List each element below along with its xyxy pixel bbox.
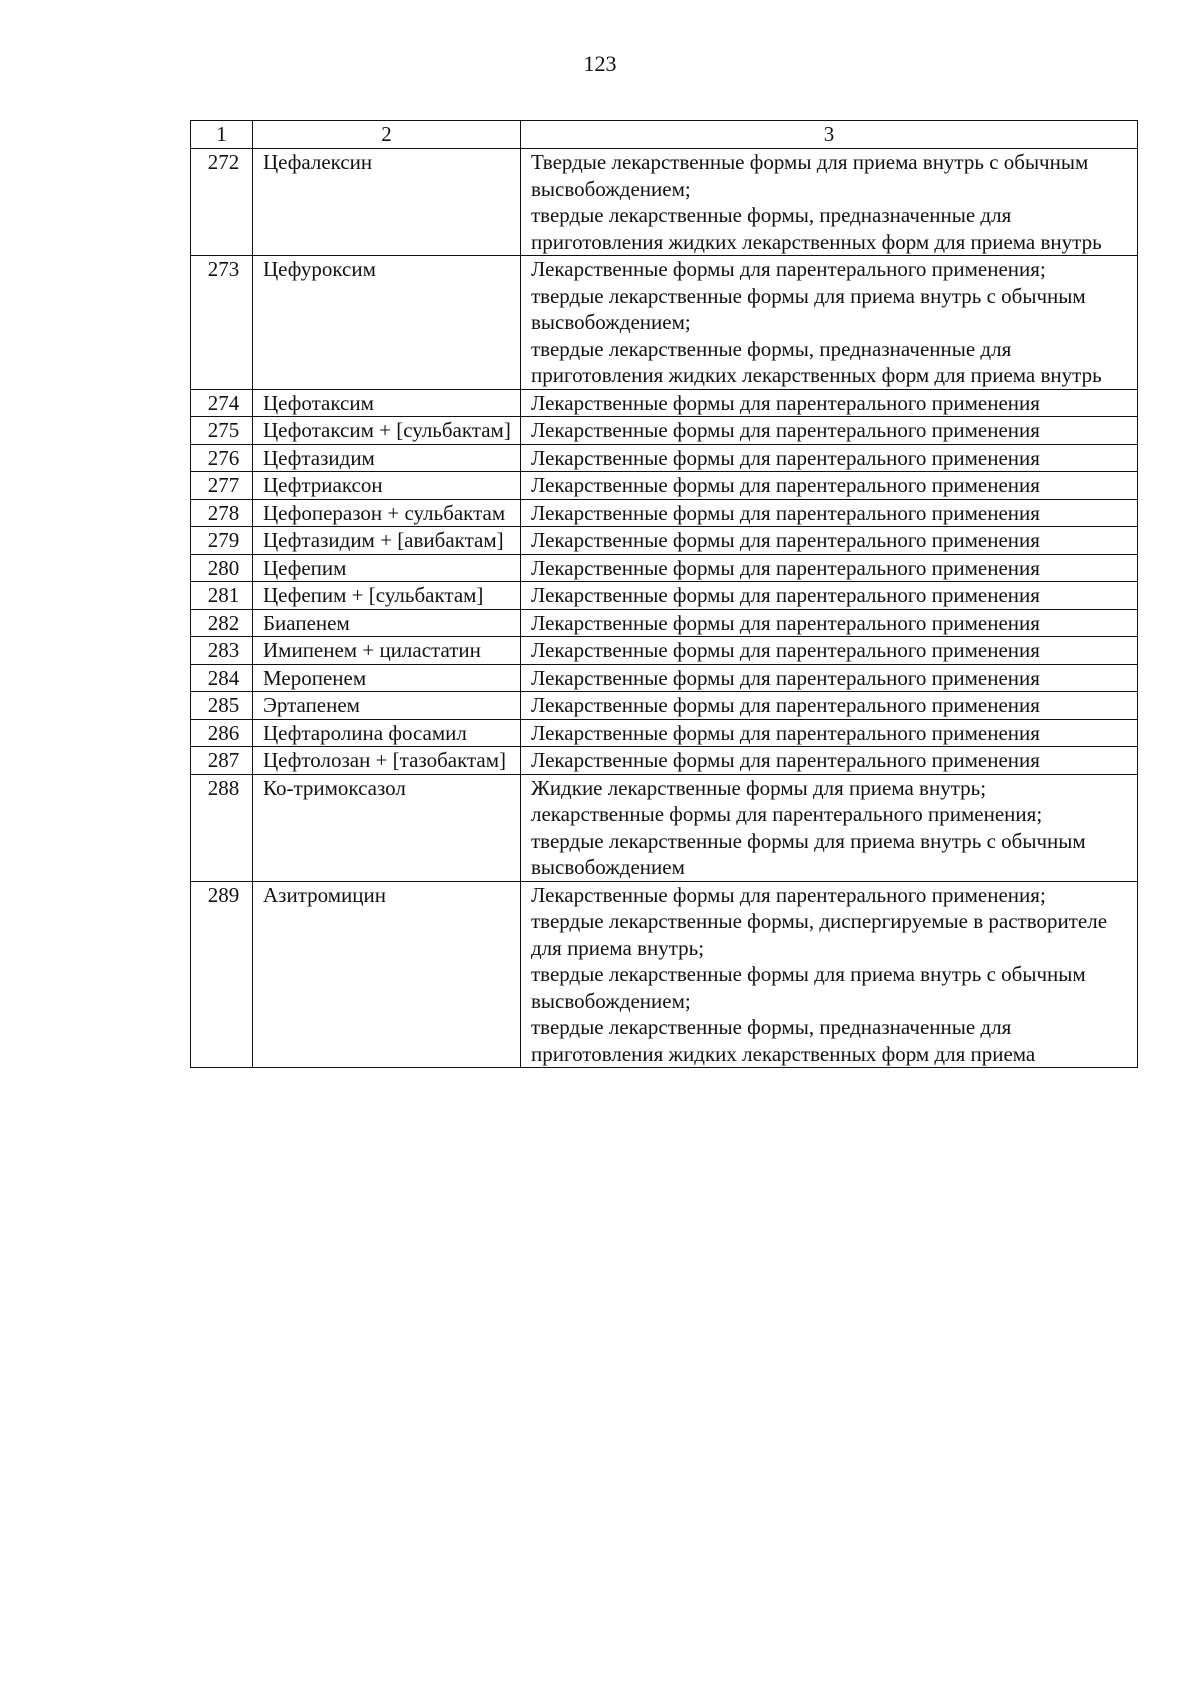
table-row <box>191 389 1138 417</box>
dosage-form-line: Лекарственные формы для парентерального применения <box>531 638 1040 662</box>
column-header-forms: 3 <box>521 121 1138 149</box>
row-number: 289 <box>191 881 253 1068</box>
drug-name: Цефотаксим + [сульбактам] <box>253 417 521 445</box>
row-number: 273 <box>191 256 253 390</box>
dosage-form-line: твердые лекарственные формы для приема внутрь с обычным высвобождением <box>531 828 1086 879</box>
page-number: 123 <box>583 51 617 76</box>
dosage-form-line: Лекарственные формы для парентерального применения <box>531 720 1040 745</box>
drug-name: Эртапенем <box>253 692 521 720</box>
row-number: 286 <box>191 719 253 747</box>
row-number: 272 <box>191 149 253 256</box>
dosage-form-line: Лекарственные формы для парентерального применения <box>531 555 1040 580</box>
dosage-forms <box>521 554 1138 582</box>
row-number: 284 <box>191 664 253 692</box>
drug-name: Цефтазидим <box>253 444 521 472</box>
dosage-forms <box>521 664 1138 692</box>
table-row <box>191 256 1138 390</box>
drug-table <box>190 120 1138 1068</box>
table-header-row <box>191 121 1138 149</box>
dosage-form-line: твердые лекарственные формы, диспергируемые в растворителе для приема внутрь; <box>531 909 1108 960</box>
dosage-form-line: Лекарственные формы для парентерального применения; <box>531 257 1046 281</box>
drug-name: Биапенем <box>253 609 521 637</box>
table-body <box>191 149 1138 1068</box>
table-row <box>191 149 1138 256</box>
dosage-form-line: твердые лекарственные формы, предназначенные для приготовления жидких лекарственных форм для приема внутрь <box>531 203 1102 254</box>
row-number: 274 <box>191 389 253 417</box>
table-row <box>191 664 1138 692</box>
table-row <box>191 609 1138 637</box>
dosage-form-line: Лекарственные формы для парентерального применения <box>531 748 1040 772</box>
dosage-forms <box>521 499 1138 527</box>
row-number: 276 <box>191 444 253 472</box>
dosage-form-line: Лекарственные формы для парентерального применения <box>531 693 1040 717</box>
row-number: 277 <box>191 472 253 500</box>
dosage-form-line: Лекарственные формы для парентерального применения; <box>531 882 1046 907</box>
drug-name: Цефоперазон + сульбактам <box>253 499 521 527</box>
row-number: 288 <box>191 774 253 881</box>
dosage-forms <box>521 719 1138 747</box>
table-row <box>191 747 1138 775</box>
dosage-forms <box>521 881 1138 1068</box>
drug-name: Цефепим <box>253 554 521 582</box>
dosage-forms <box>521 527 1138 555</box>
drug-name: Ко-тримоксазол <box>253 774 521 881</box>
table-row <box>191 719 1138 747</box>
drug-name: Цефтазидим + [авибактам] <box>253 527 521 555</box>
column-header-drug: 2 <box>253 121 521 149</box>
drug-name: Цефуроксим <box>253 256 521 390</box>
table-row <box>191 472 1138 500</box>
row-number: 278 <box>191 499 253 527</box>
dosage-form-line: твердые лекарственные формы для приема внутрь с обычным высвобождением; <box>531 962 1086 1013</box>
dosage-forms <box>521 747 1138 775</box>
dosage-form-line: Лекарственные формы для парентерального применения <box>531 390 1040 415</box>
dosage-forms <box>521 692 1138 720</box>
table-row <box>191 582 1138 610</box>
dosage-form-line: твердые лекарственные формы для приема внутрь с обычным высвобождением; <box>531 283 1086 334</box>
row-number: 275 <box>191 417 253 445</box>
dosage-form-line: Лекарственные формы для парентерального применения <box>531 500 1040 525</box>
table-row <box>191 499 1138 527</box>
row-number: 283 <box>191 637 253 665</box>
row-number: 285 <box>191 692 253 720</box>
table-row <box>191 881 1138 1068</box>
drug-name: Цефтолозан + [тазобактам] <box>253 747 521 775</box>
row-number: 280 <box>191 554 253 582</box>
drug-name: Азитромицин <box>253 881 521 1068</box>
table-row <box>191 444 1138 472</box>
drug-name: Цефотаксим <box>253 389 521 417</box>
dosage-forms <box>521 256 1138 390</box>
drug-name: Цефтаролина фосамил <box>253 719 521 747</box>
drug-name: Имипенем + циластатин <box>253 637 521 665</box>
dosage-form-line: Лекарственные формы для парентерального применения <box>531 473 1040 497</box>
row-number: 281 <box>191 582 253 610</box>
table-row <box>191 527 1138 555</box>
dosage-forms <box>521 774 1138 881</box>
dosage-form-line: твердые лекарственные формы, предназначенные для приготовления жидких лекарственных форм для приема внутрь <box>531 336 1102 387</box>
drug-name: Меропенем <box>253 664 521 692</box>
dosage-forms <box>521 582 1138 610</box>
row-number: 279 <box>191 527 253 555</box>
dosage-form-line: твердые лекарственные формы, предназначенные для приготовления жидких лекарственных форм для приема <box>531 1015 1036 1066</box>
dosage-forms <box>521 444 1138 472</box>
table-row <box>191 692 1138 720</box>
dosage-form-line: Лекарственные формы для парентерального применения <box>531 445 1040 470</box>
dosage-form-line: лекарственные формы для парентерального применения; <box>531 802 1043 826</box>
dosage-form-line: Лекарственные формы для парентерального применения <box>531 418 1040 442</box>
table-row <box>191 774 1138 881</box>
dosage-form-line: Лекарственные формы для парентерального применения <box>531 665 1040 690</box>
column-header-number: 1 <box>191 121 253 149</box>
dosage-forms <box>521 149 1138 256</box>
table-row <box>191 417 1138 445</box>
table-row <box>191 554 1138 582</box>
dosage-form-line: Твердые лекарственные формы для приема внутрь с обычным высвобождением; <box>531 150 1089 201</box>
dosage-forms <box>521 417 1138 445</box>
row-number: 282 <box>191 609 253 637</box>
dosage-forms <box>521 472 1138 500</box>
row-number: 287 <box>191 747 253 775</box>
drug-name: Цефалексин <box>253 149 521 256</box>
dosage-form-line: Лекарственные формы для парентерального применения <box>531 610 1040 635</box>
dosage-forms <box>521 609 1138 637</box>
table-row <box>191 637 1138 665</box>
dosage-form-line: Лекарственные формы для парентерального применения <box>531 528 1040 552</box>
dosage-forms <box>521 389 1138 417</box>
drug-name: Цефтриаксон <box>253 472 521 500</box>
dosage-form-line: Жидкие лекарственные формы для приема внутрь; <box>531 775 987 800</box>
dosage-form-line: Лекарственные формы для парентерального применения <box>531 583 1040 607</box>
dosage-forms <box>521 637 1138 665</box>
drug-name: Цефепим + [сульбактам] <box>253 582 521 610</box>
